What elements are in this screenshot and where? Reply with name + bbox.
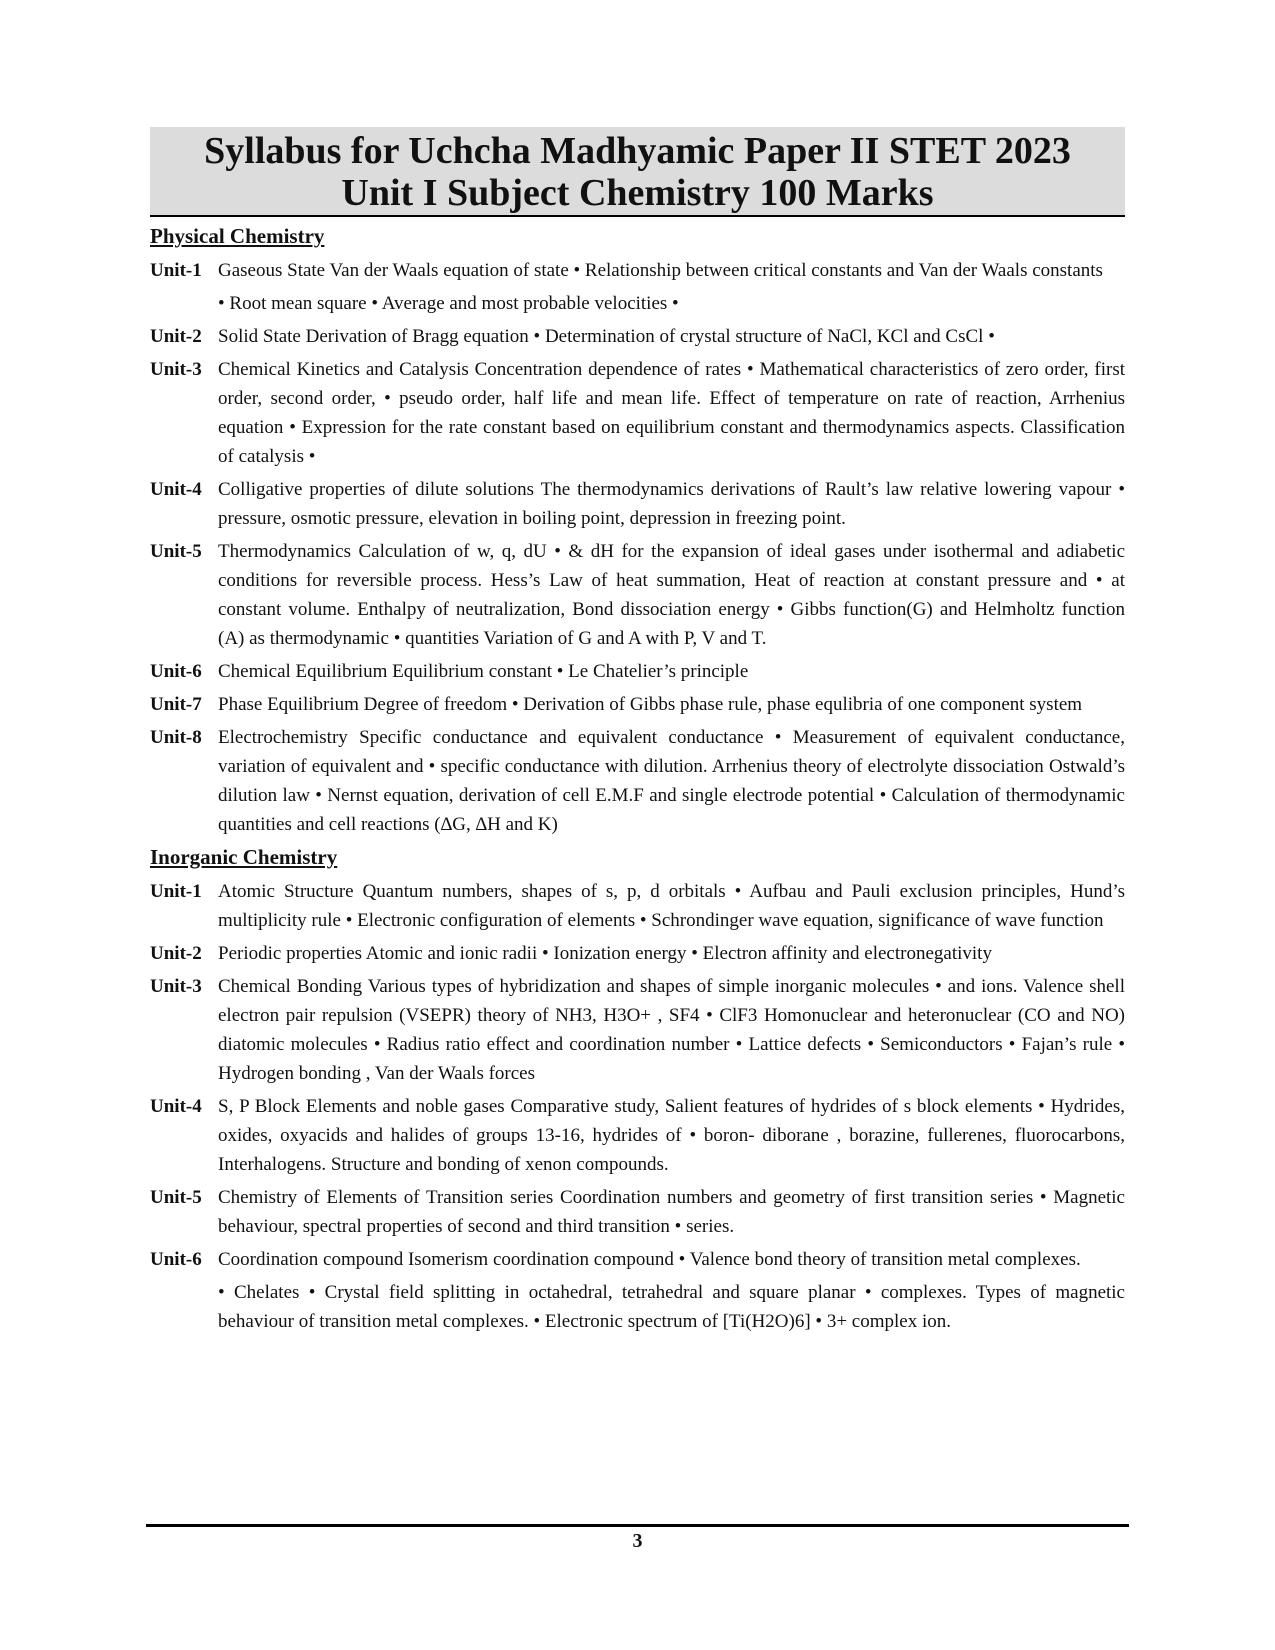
unit-label: Unit-5 [150,1187,202,1208]
unit-row [150,972,1125,1088]
unit-row [150,723,1125,839]
unit-label: Unit-3 [150,976,202,997]
unit-row [150,1245,1125,1274]
unit-label: Unit-6 [150,661,202,682]
unit-label: Unit-5 [150,541,202,562]
unit-label: Unit-1 [150,881,202,902]
syllabus-content [150,222,1125,1340]
unit-text: Chemical Kinetics and Catalysis Concentration dependence of rates • Mathematical characteristics of zero order, first order, second order, • pseudo order, half life and mean life. Effect of temperature on rate of reaction, Arrhenius equation • Expression for the rate constant based on equilibrium constant and thermodynamics aspects. Classification of catalysis • [218,359,1125,467]
unit-text: Periodic properties Atomic and ionic radii • Ionization energy • Electron affinity and electronegativity [218,943,992,964]
page-number: 3 [632,1530,643,1552]
unit-text: Colligative properties of dilute solutions The thermodynamics derivations of Rault’s law relative lowering vapour • pressure, osmotic pressure, elevation in boiling point, depression in freezing point. [218,479,1125,529]
unit-label: Unit-4 [150,479,202,500]
unit-row [150,657,1125,686]
unit-row [150,877,1125,935]
unit-row [150,322,1125,351]
unit-label: Unit-8 [150,727,202,748]
unit-sub-text: • Root mean square • Average and most probable velocities • [218,293,679,314]
unit-text: Phase Equilibrium Degree of freedom • Derivation of Gibbs phase rule, phase equlibria of one component system [218,694,1083,715]
unit-label: Unit-2 [150,943,202,964]
unit-text: Chemical Bonding Various types of hybridization and shapes of simple inorganic molecules • and ions. Valence shell electron pair repulsion (VSEPR) theory of NH3, H3O+ , SF4 • ClF3 Homonuclear and heteronuclear (CO and NO) diatomic molecules • Radius ratio effect and coordination number • Lattice defects • Semiconductors • Fajan’s rule • Hydrogen bonding , Van der Waals forces [218,976,1125,1084]
unit-row [150,939,1125,968]
footer-divider [146,1524,1129,1527]
unit-row [150,1092,1125,1179]
unit-row [150,537,1125,653]
unit-label: Unit-1 [150,260,202,281]
page-title-line-2: Unit I Subject Chemistry 100 Marks [341,172,934,214]
title-box [150,127,1125,217]
unit-label: Unit-6 [150,1249,202,1270]
unit-sub-text: • Chelates • Crystal field splitting in octahedral, tetrahedral and square planar • complexes. Types of magnetic behaviour of transition metal complexes. • Electronic spectrum of [Ti(H2O)6] • 3+ complex ion. [218,1282,1125,1332]
unit-label: Unit-7 [150,694,202,715]
unit-label: Unit-3 [150,359,202,380]
unit-row [150,690,1125,719]
page-title-line-1: Syllabus for Uchcha Madhyamic Paper II STET 2023 [204,130,1071,172]
unit-text: Electrochemistry Specific conductance and equivalent conductance • Measurement of equivalent conductance, variation of equivalent and • specific conductance with dilution. Arrhenius theory of electrolyte dissociation Ostwald’s dilution law • Nernst equation, derivation of cell E.M.F and single electrode potential • Calculation of thermodynamic quantities and cell reactions (∆G, ∆H and K) [218,727,1125,835]
section-heading-inorganic: Inorganic Chemistry [150,845,338,869]
unit-text: Solid State Derivation of Bragg equation • Determination of crystal structure of NaCl, KCl and CsCl • [218,326,995,347]
unit-row [150,475,1125,533]
unit-label: Unit-4 [150,1096,202,1117]
unit-text: Thermodynamics Calculation of w, q, dU • & dH for the expansion of ideal gases under isothermal and adiabetic conditions for reversible process. Hess’s Law of heat summation, Heat of reaction at constant pressure and • at constant volume. Enthalpy of neutralization, Bond dissociation energy • Gibbs function(G) and Helmholtz function (A) as thermodynamic • quantities Variation of G and A with P, V and T. [218,541,1125,649]
unit-row [150,1183,1125,1241]
unit-text: Atomic Structure Quantum numbers, shapes of s, p, d orbitals • Aufbau and Pauli exclusion principles, Hund’s multiplicity rule • Electronic configuration of elements • Schrondinger wave equation, significance of wave function [218,881,1125,931]
unit-text: Chemistry of Elements of Transition series Coordination numbers and geometry of first transition series • Magnetic behaviour, spectral properties of second and third transition • series. [218,1187,1125,1237]
section-heading-physical: Physical Chemistry [150,224,325,248]
unit-label: Unit-2 [150,326,202,347]
unit-text: Coordination compound Isomerism coordination compound • Valence bond theory of transition metal complexes. [218,1249,1081,1270]
unit-text: Chemical Equilibrium Equilibrium constant • Le Chatelier’s principle [218,661,749,682]
unit-text: Gaseous State Van der Waals equation of state • Relationship between critical constants and Van der Waals constants [218,260,1103,281]
unit-row [150,256,1125,285]
unit-row [150,355,1125,471]
unit-text: S, P Block Elements and noble gases Comparative study, Salient features of hydrides of s block elements • Hydrides, oxides, oxyacids and halides of groups 13-16, hydrides of • boron- diborane , borazine, fullerenes, fluorocarbons, Interhalogens. Structure and bonding of xenon compounds. [218,1096,1125,1175]
